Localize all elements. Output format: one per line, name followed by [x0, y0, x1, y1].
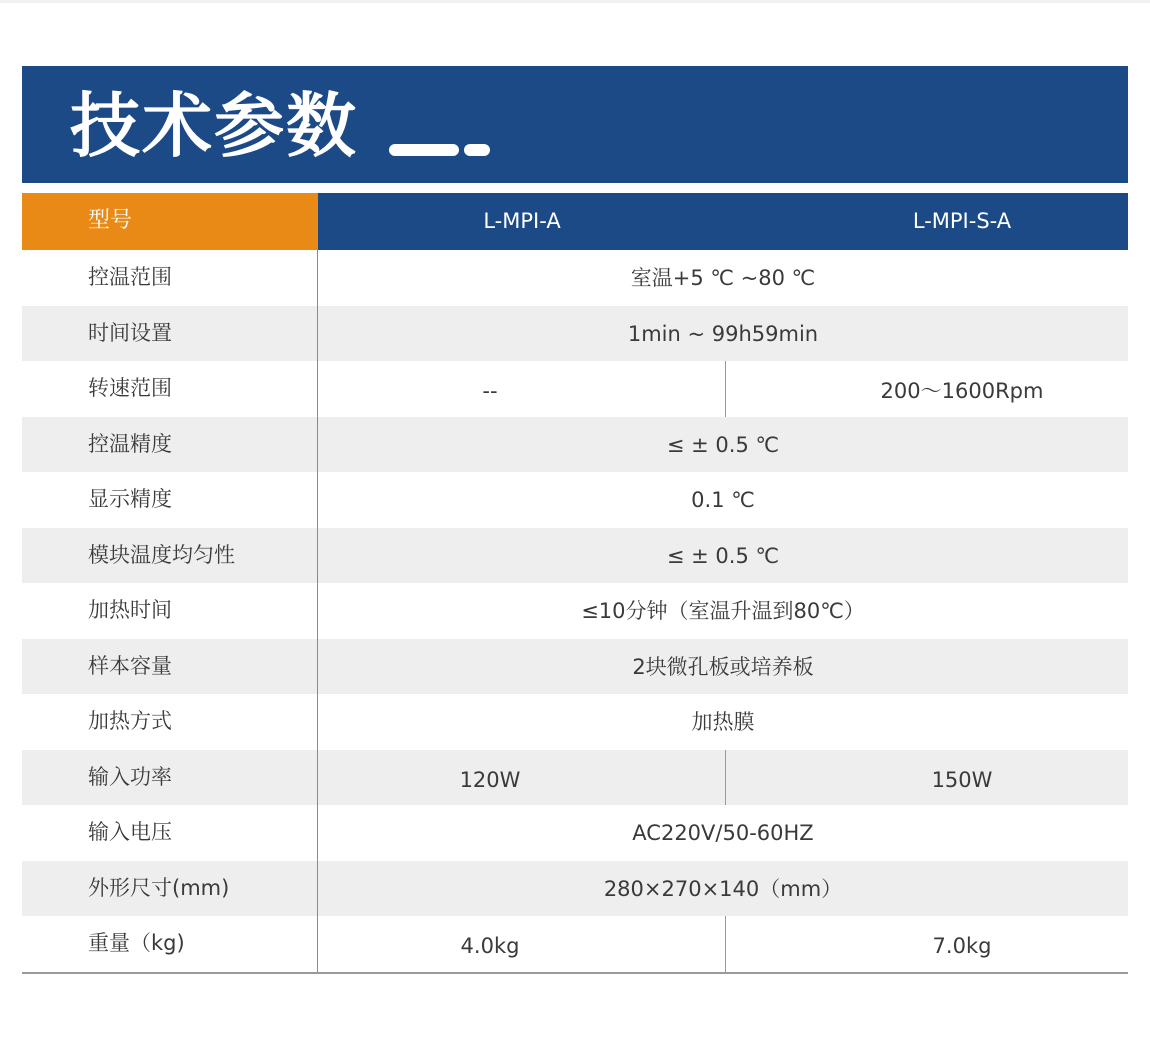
- table-row: [22, 916, 1128, 972]
- table-row: [22, 417, 1128, 473]
- table-row: [22, 861, 1128, 917]
- row-value: AC220V/50-60HZ: [632, 821, 814, 845]
- row-value-l-mpi-s-a: 7.0kg: [932, 934, 992, 958]
- row-value-l-mpi-s-a: 200～1600Rpm: [880, 379, 1044, 403]
- row-value: ≤ ± 0.5 ℃: [666, 432, 780, 457]
- row-label: 输入电压: [88, 820, 172, 844]
- table-row: [22, 361, 1128, 417]
- table-row: [22, 694, 1128, 750]
- section-banner: [22, 66, 1128, 183]
- row-label: 外形尺寸(mm): [88, 875, 230, 900]
- row-label: 模块温度均匀性: [88, 542, 235, 567]
- title-decoration-short: [464, 144, 490, 156]
- row-value-l-mpi-a: --: [482, 379, 498, 403]
- table-body: [22, 250, 1128, 972]
- table-bottom-rule: [22, 972, 1128, 974]
- table-row: [22, 250, 1128, 306]
- table-row: [22, 472, 1128, 528]
- model-header-cell: [22, 193, 318, 250]
- top-rule: [0, 0, 1150, 3]
- table-row: [22, 750, 1128, 806]
- row-label: 加热方式: [88, 709, 172, 733]
- title-decoration-long: [389, 144, 459, 156]
- table-header-row: [22, 193, 1128, 250]
- column-header-l-mpi-a: L-MPI-A: [483, 209, 561, 233]
- row-value-l-mpi-a: 4.0kg: [460, 934, 520, 958]
- row-value: ≤ ± 0.5 ℃: [666, 543, 780, 568]
- row-value: 2块微孔板或培养板: [632, 654, 814, 679]
- row-label: 转速范围: [88, 376, 172, 400]
- row-value: 加热膜: [691, 710, 755, 734]
- row-value-l-mpi-a: 120W: [459, 767, 521, 792]
- row-label: 控温精度: [88, 431, 172, 456]
- table-row: [22, 805, 1128, 861]
- column-header-l-mpi-s-a: L-MPI-S-A: [912, 209, 1012, 233]
- row-label: 控温范围: [88, 265, 172, 289]
- row-value-l-mpi-s-a: 150W: [931, 767, 993, 792]
- table-row: [22, 528, 1128, 584]
- row-label: 重量（kg): [88, 931, 185, 955]
- row-label: 加热时间: [88, 598, 172, 622]
- table-row: [22, 306, 1128, 362]
- table-row: [22, 583, 1128, 639]
- row-value: ≤10分钟（室温升温到80℃）: [581, 599, 865, 623]
- section-title: 技术参数: [70, 85, 358, 167]
- row-value: 室温+5 ℃ ~80 ℃: [630, 266, 816, 290]
- row-label: 显示精度: [88, 487, 172, 511]
- table-row: [22, 639, 1128, 695]
- row-label: 样本容量: [88, 653, 172, 678]
- row-label: 时间设置: [88, 320, 172, 345]
- row-value: 1min ~ 99h59min: [627, 321, 819, 346]
- row-value: 0.1 ℃: [691, 488, 755, 512]
- spec-table: [22, 193, 1128, 972]
- row-label: 输入功率: [88, 764, 172, 789]
- model-header-label: 型号: [88, 208, 133, 233]
- row-value: 280×270×140（mm）: [603, 876, 843, 901]
- label-column-divider: [317, 250, 318, 972]
